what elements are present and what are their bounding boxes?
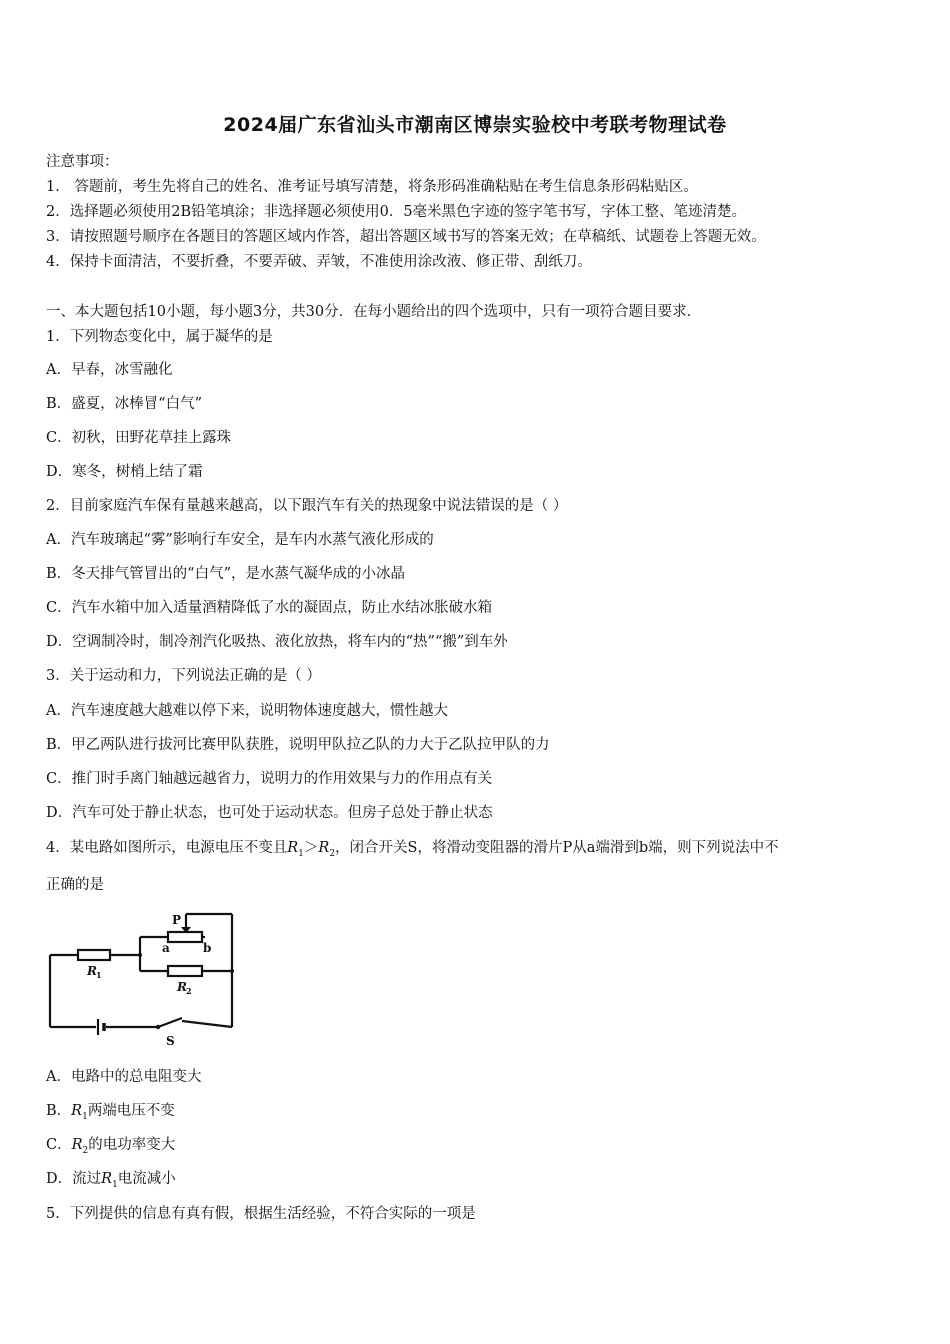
- q4-option-c-r: R: [71, 1137, 83, 1153]
- q4-option-b-prefix: B．: [46, 1103, 72, 1119]
- label-a: a: [162, 941, 170, 955]
- q4-option-d-sub: 1: [112, 1179, 118, 1190]
- label-r2: R: [177, 980, 187, 994]
- q4-option-c-sub: 2: [82, 1145, 89, 1156]
- q3-option-c: C．推门时手离门轴越远越省力，说明力的作用效果与力的作用点有关: [46, 771, 493, 787]
- q3-option-a: A．汽车速度越大越难以停下来，说明物体速度越大，惯性越大: [46, 703, 448, 719]
- q1-option-c: C．初秋，田野花草挂上露珠: [46, 430, 232, 446]
- q4-option-c: [46, 1135, 175, 1161]
- q4-r1: R: [287, 840, 299, 856]
- q2-option-b: B．冬天排气管冒出的“白气”，是水蒸气凝华成的小冰晶: [46, 566, 405, 582]
- q2-option-a: A．汽车玻璃起“雾”影响行车安全，是车内水蒸气液化形成的: [46, 532, 434, 548]
- q4-option-d-text: 电流减小: [117, 1171, 176, 1187]
- q2-option-d: D．空调制冷时，制冷剂汽化吸热、液化放热，将车内的“热”“搬”到车外: [46, 634, 508, 650]
- label-r1-sub: 1: [96, 970, 102, 980]
- section-heading: 一、本大题包括10小题，每小题3分，共30分．在每小题给出的四个选项中，只有一项符合题目要求．: [46, 304, 702, 320]
- label-p: P: [172, 913, 182, 927]
- q4-option-b-r: R: [71, 1103, 83, 1119]
- q4-stem: [46, 838, 779, 864]
- label-b: b: [203, 941, 212, 955]
- q4-option-b: [46, 1101, 175, 1127]
- q4-option-c-prefix: C．: [46, 1137, 72, 1153]
- q4-gt: ＞: [303, 840, 319, 856]
- q4-option-b-sub: 1: [82, 1111, 88, 1122]
- q3-stem: 3．关于运动和力，下列说法正确的是（ ）: [46, 668, 321, 684]
- label-r1: R: [87, 964, 97, 978]
- notice-item-1: 1． 答题前，考生先将自己的姓名、准考证号填写清楚，将条形码准确粘贴在考生信息条形码粘贴区。: [46, 179, 698, 195]
- q4-option-a: A．电路中的总电阻变大: [46, 1069, 202, 1085]
- q4-option-b-text: 两端电压不变: [87, 1103, 175, 1119]
- q4-option-d-r: R: [101, 1171, 113, 1187]
- q4-stem-cont: 正确的是: [46, 877, 104, 893]
- label-s: S: [166, 1034, 175, 1048]
- notice-item-2: 2．选择题必须使用2B铅笔填涂；非选择题必须使用0．5毫米黑色字迹的签字笔书写，字体工整、笔迹清楚。: [46, 204, 747, 220]
- q2-option-c: C．汽车水箱中加入适量酒精降低了水的凝固点，防止水结冰胀破水箱: [46, 600, 493, 616]
- notice-item-4: 4．保持卡面清洁，不要折叠，不要弄破、弄皱，不准使用涂改液、修正带、刮纸刀。: [46, 254, 592, 270]
- q4-r2: R: [318, 840, 330, 856]
- notice-heading: 注意事项：: [46, 154, 119, 170]
- q4-stem-part-b: ，闭合开关S，将滑动变阻器的滑片P从a端滑到b端，则下列说法中不: [335, 840, 779, 856]
- q4-option-c-text: 的电功率变大: [88, 1137, 176, 1153]
- q3-option-b: B．甲乙两队进行拔河比赛甲队获胜，说明甲队拉乙队的力大于乙队拉甲队的力: [46, 737, 550, 753]
- q4-option-d: [46, 1169, 176, 1195]
- q1-option-d: D．寒冬，树梢上结了霜: [46, 464, 203, 480]
- q4-stem-part-a: 4．某电路如图所示，电源电压不变且: [46, 840, 288, 856]
- q3-option-d: D．汽车可处于静止状态，也可处于运动状态。但房子总处于静止状态: [46, 805, 493, 821]
- q1-option-b: B．盛夏，冰棒冒“白气”: [46, 396, 202, 412]
- q4-r2-sub: 2: [329, 848, 336, 859]
- label-r2-sub: 2: [186, 986, 192, 996]
- q5-stem: 5．下列提供的信息有真有假，根据生活经验，不符合实际的一项是: [46, 1206, 476, 1222]
- q1-stem: 1．下列物态变化中，属于凝华的是: [46, 329, 273, 345]
- q4-r1-sub: 1: [298, 848, 304, 859]
- q4-option-d-prefix: D．流过: [46, 1171, 102, 1187]
- q2-stem: 2．目前家庭汽车保有量越来越高，以下跟汽车有关的热现象中说法错误的是（ ）: [46, 498, 568, 514]
- page-title: 2024届广东省汕头市潮南区博崇实验校中考联考物理试卷: [223, 114, 727, 136]
- circuit-diagram: [40, 905, 240, 1050]
- q1-option-a: A．早春，冰雪融化: [46, 362, 173, 378]
- notice-item-3: 3．请按照题号顺序在各题目的答题区域内作答，超出答题区域书写的答案无效；在草稿纸、试题卷上答题无效。: [46, 229, 766, 245]
